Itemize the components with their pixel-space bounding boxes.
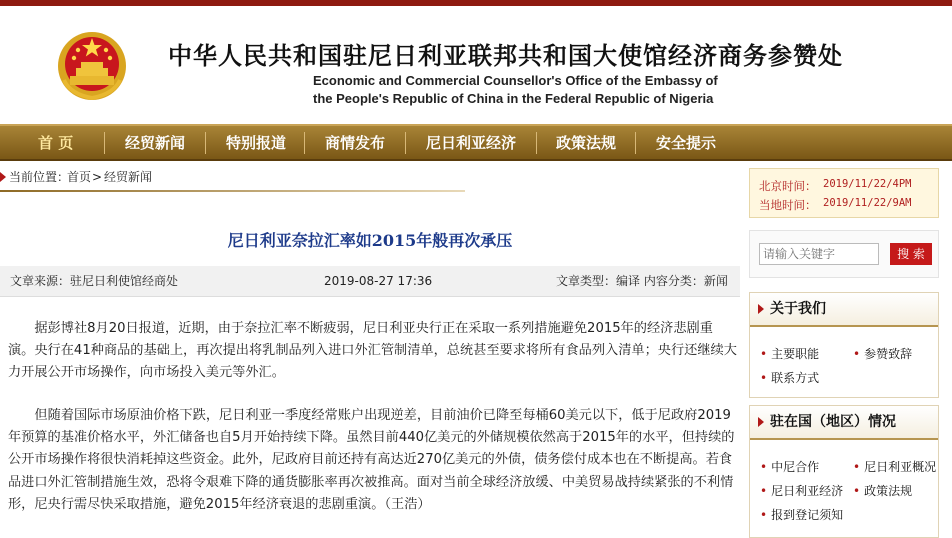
- local-time-label: 当地时间：: [759, 198, 817, 212]
- nav-divider: [304, 132, 305, 154]
- breadcrumb: [0, 166, 740, 188]
- site-title-chinese: 中华人民共和国驻尼日利亚联邦共和国大使馆经济商务参赞处: [168, 42, 843, 70]
- link-contact[interactable]: • 联系方式: [760, 369, 819, 386]
- search-input[interactable]: [759, 243, 879, 265]
- link-policies[interactable]: • 政策法规: [853, 482, 912, 499]
- section-arrow-icon: [758, 304, 764, 314]
- about-us-header: [750, 293, 938, 327]
- nav-divider: [405, 132, 406, 154]
- main-nav: [0, 124, 952, 161]
- article-source: 文章来源：驻尼日利使馆经商处: [10, 274, 179, 288]
- search-panel: [749, 230, 939, 278]
- site-title-english-line2: the People's Republic of China in the Federal Republic of Nigeria: [313, 91, 714, 106]
- breadcrumb-label: 当前位置：: [9, 170, 70, 184]
- article-title: 尼日利亚奈拉汇率如2015年般再次承压: [227, 231, 513, 250]
- about-us-box: [749, 292, 939, 398]
- breadcrumb-underline: [0, 190, 465, 192]
- national-emblem-icon: [56, 28, 128, 104]
- link-china-nigeria-cooperation[interactable]: • 中尼合作: [760, 458, 819, 475]
- article-meta-bar: [0, 266, 740, 297]
- host-country-header: [750, 406, 938, 440]
- host-country-title: 驻在国（地区）情况: [770, 414, 896, 430]
- host-country-box: [749, 405, 939, 538]
- nav-divider: [205, 132, 206, 154]
- nav-home[interactable]: 首 页: [38, 134, 74, 152]
- link-counsellor-message[interactable]: • 参赞致辞: [853, 345, 912, 362]
- search-button[interactable]: 搜 索: [890, 243, 932, 265]
- nav-special-reports[interactable]: 特别报道: [226, 134, 287, 152]
- nav-divider: [104, 132, 105, 154]
- site-header: [0, 6, 952, 124]
- link-main-functions[interactable]: • 主要职能: [760, 345, 819, 362]
- local-time-row: [759, 197, 912, 213]
- nav-policies[interactable]: 政策法规: [556, 134, 617, 152]
- link-nigeria-economy[interactable]: • 尼日利亚经济: [760, 482, 843, 499]
- article-paragraph: 但随着国际市场原油价格下跌，尼日利亚一季度经常账户出现逆差，目前油价已降至每桶60美元以下，低于尼政府2019年预算的基准价格水平，外汇储备也自5月开始持续下降。虽然目前440亿美元的外储规模依然高于2015年的水平，但持续的公开市场操作将很快消耗掉这些资金。此外，尼政府目前还持有高达近270亿美元的外债，债务偿付成本也在不断提高。若食品进口外汇管制措施生效，恐将令艰难下降的通货膨胀率再次被推高。面对当前全球经济放缓、中美贸易战持续紧张的不利情形，尼央行需尽快采取措施，避免2015年经济衰退的悲剧重演。（王浩）: [8, 408, 735, 512]
- site-title-english-line1: Economic and Commercial Counsellor's Office of the Embassy of: [313, 73, 718, 88]
- link-nigeria-overview[interactable]: • 尼日利亚概况: [853, 458, 936, 475]
- section-arrow-icon: [758, 417, 764, 427]
- breadcrumb-home-link[interactable]: 首页: [67, 170, 92, 184]
- nav-business-info[interactable]: 商情发布: [325, 134, 386, 152]
- nav-divider: [536, 132, 537, 154]
- about-us-title: 关于我们: [770, 301, 826, 317]
- nav-nigeria-economy[interactable]: 尼日利亚经济: [426, 134, 517, 152]
- article-type: 文章类型：编译 内容分类：新闻: [556, 274, 728, 288]
- article-date: 2019-08-27 17:36: [324, 274, 433, 288]
- time-panel: [749, 168, 939, 218]
- beijing-time-label: 北京时间：: [759, 179, 817, 193]
- article-paragraph: 据彭博社8月20日报道，近期，由于奈拉汇率不断疲弱，尼日利亚央行正在采取一系列措施避免2015年的经济悲剧重演。央行在41种商品的基础上，再次提出将乳制品列入进口外汇管制清单，总统甚至要求将所有食品列入清单；央行还继续大力开展公开市场操作，向市场投入美元等外汇。: [8, 321, 737, 381]
- nav-divider: [635, 132, 636, 154]
- beijing-time-value: 2019/11/22/4PM: [823, 178, 912, 190]
- local-time-value: 2019/11/22/9AM: [823, 197, 912, 209]
- link-registration-notice[interactable]: • 报到登记须知: [760, 506, 843, 523]
- breadcrumb-arrow-icon: [0, 172, 6, 182]
- nav-trade-news[interactable]: 经贸新闻: [125, 134, 186, 152]
- nav-safety-tips[interactable]: 安全提示: [656, 134, 717, 152]
- breadcrumb-separator: >: [92, 170, 103, 184]
- breadcrumb-current-link[interactable]: 经贸新闻: [104, 170, 153, 184]
- beijing-time-row: [759, 178, 912, 194]
